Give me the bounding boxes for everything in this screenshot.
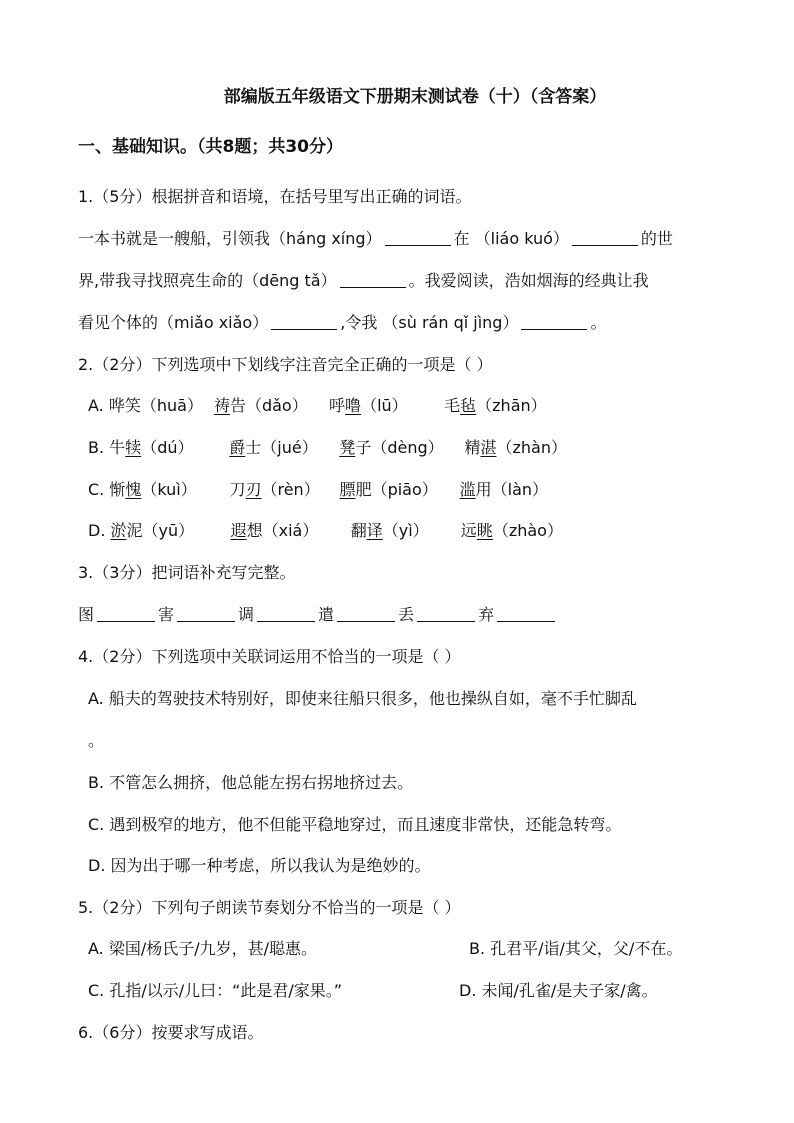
text-fragment: [109, 395, 209, 417]
underlined-char: 遐: [230, 521, 247, 540]
text-fragment: [111, 520, 226, 542]
text-fragment: C.: [88, 480, 105, 499]
question-4-option-b: B. 不管怎么拥挤，他总能左拐右拐地挤过去。: [88, 773, 414, 792]
question-2-option-b: [88, 437, 574, 459]
question-6-header: 6.（6分）按要求写成语。: [78, 1023, 264, 1042]
text-fragment: 用（làn）: [475, 480, 549, 499]
text-fragment: 调: [238, 605, 255, 624]
question-4-option-d: D. 因为出于哪一种考虑，所以我认为是绝妙的。: [88, 856, 431, 875]
text-fragment: 告（dǎo）: [229, 396, 308, 415]
text-fragment: [464, 437, 574, 459]
text-fragment: 。: [590, 313, 607, 332]
text-fragment: 图: [78, 605, 95, 624]
text-fragment: 笑（huā）: [124, 396, 203, 415]
text-fragment: （zhān）: [476, 396, 547, 415]
text-fragment: 在 （liáo kuó）: [453, 229, 569, 248]
text-fragment: A.: [88, 396, 104, 415]
question-3-blanks: [78, 604, 558, 626]
underlined-char: 噜: [345, 396, 362, 415]
text-fragment: 刀: [229, 480, 246, 499]
text-fragment: 肥（piāo）: [355, 480, 438, 499]
text-fragment: B.: [88, 438, 105, 457]
underlined-char: 滥: [459, 480, 476, 499]
question-3-header: 3.（3分）把词语补充写完整。: [78, 563, 296, 582]
text-fragment: （yì）: [382, 521, 429, 540]
text-fragment: D.: [88, 521, 106, 540]
text-fragment: （zhàn）: [496, 438, 567, 457]
underlined-char: 愧: [125, 480, 142, 499]
text-fragment: （zhào）: [492, 521, 563, 540]
question-5-header: 5.（2分）下列句子朗读节奏划分不恰当的一项是（ ）: [78, 898, 461, 917]
text-fragment: 哗: [108, 396, 125, 415]
text-fragment: 遣: [318, 605, 335, 624]
text-fragment: 牛: [109, 438, 126, 457]
underlined-char: 毡: [460, 396, 477, 415]
text-fragment: 。我爱阅读，浩如烟海的经典让我: [408, 271, 649, 290]
text-fragment: [444, 395, 554, 417]
text-fragment: 呼: [329, 396, 346, 415]
answer-blank[interactable]: [417, 605, 475, 622]
text-fragment: [229, 437, 334, 459]
text-fragment: 子（dèng）: [355, 438, 444, 457]
answer-blank[interactable]: [337, 605, 395, 622]
question-2-option-a: [88, 395, 554, 417]
underlined-char: 犊: [125, 438, 142, 457]
text-fragment: [460, 479, 570, 501]
page-title: 部编版五年级语文下册期末测试卷（十）（含答案）: [223, 87, 607, 107]
text-fragment: 界,带我寻找照亮生命的（dēng tǎ）: [78, 271, 337, 290]
question-5-option-c: C. 孔指/以示/儿曰：“此是君/家果。”: [88, 981, 343, 1000]
text-fragment: 精: [464, 438, 481, 457]
text-fragment: [340, 479, 455, 501]
answer-blank[interactable]: [257, 605, 315, 622]
answer-blank[interactable]: [340, 271, 406, 288]
question-1-line-1: [78, 228, 673, 250]
answer-blank[interactable]: [497, 605, 555, 622]
underlined-char: 祷: [213, 396, 230, 415]
text-fragment: [109, 437, 224, 459]
question-2-header: 2.（2分）下列选项中下划线字注音完全正确的一项是（ ）: [78, 355, 493, 374]
answer-blank[interactable]: [385, 229, 451, 246]
underlined-char: 刃: [245, 480, 262, 499]
text-fragment: [461, 520, 571, 542]
underlined-char: 凳: [339, 438, 356, 457]
text-fragment: 一本书就是一艘船，引领我（háng xíng）: [78, 229, 382, 248]
answer-blank[interactable]: [97, 605, 155, 622]
question-4-option-a: A. 船夫的驾驶技术特别好，即使来往船只很多，他也操纵自如，毫不手忙脚乱: [88, 689, 637, 708]
text-fragment: 翻: [350, 521, 367, 540]
question-2-option-c: [88, 479, 570, 501]
text-fragment: ,令我 （sù rán qǐ jìng）: [340, 313, 519, 332]
text-fragment: 的世: [640, 229, 673, 248]
text-fragment: [329, 395, 439, 417]
section-heading: 一、基础知识。（共8题；共30分）: [78, 137, 343, 157]
question-5-option-b: B. 孔君平/诣/其父，父/不在。: [469, 939, 683, 958]
text-fragment: 士（jué）: [245, 438, 318, 457]
text-fragment: [351, 520, 456, 542]
text-fragment: （kuì）: [141, 480, 197, 499]
text-fragment: 泥（yū）: [126, 521, 195, 540]
answer-blank[interactable]: [177, 605, 235, 622]
text-fragment: [229, 479, 334, 501]
text-fragment: 惭: [109, 480, 126, 499]
question-4-option-a-continued: 。: [88, 731, 105, 750]
text-fragment: [231, 520, 346, 542]
text-fragment: （lū）: [361, 396, 408, 415]
answer-blank[interactable]: [271, 313, 337, 330]
text-fragment: 弃: [478, 605, 495, 624]
question-1-header: 1.（5分）根据拼音和语境，在括号里写出正确的词语。: [78, 187, 472, 206]
underlined-char: 湛: [480, 438, 497, 457]
question-5-option-a: A. 梁国/杨氏子/九岁，甚/聪惠。: [88, 939, 318, 958]
text-fragment: 毛: [444, 396, 461, 415]
text-fragment: 想（xiá）: [246, 521, 319, 540]
text-fragment: 看见个体的（miǎo xiǎo）: [78, 313, 269, 332]
question-4-option-c: C. 遇到极窄的地方，他不但能平稳地穿过，而且速度非常快，还能急转弯。: [88, 815, 622, 834]
underlined-char: 爵: [229, 438, 246, 457]
text-fragment: [109, 479, 224, 501]
text-fragment: 丢: [398, 605, 415, 624]
text-fragment: （rèn）: [261, 480, 320, 499]
underlined-char: 淤: [110, 521, 127, 540]
text-fragment: 害: [158, 605, 175, 624]
question-5-option-d: D. 未闻/孔雀/是夫子家/禽。: [459, 981, 658, 1000]
text-fragment: [339, 437, 459, 459]
answer-blank[interactable]: [521, 313, 587, 330]
underlined-char: 眺: [476, 521, 493, 540]
text-fragment: （dú）: [141, 438, 194, 457]
answer-blank[interactable]: [572, 229, 638, 246]
question-4-header: 4.（2分）下列选项中关联词运用不恰当的一项是（ ）: [78, 647, 461, 666]
question-1-line-3: [78, 312, 606, 334]
underlined-char: 译: [366, 521, 383, 540]
question-2-option-d: [88, 520, 571, 542]
underlined-char: 膘: [339, 480, 356, 499]
text-fragment: 远: [460, 521, 477, 540]
question-1-line-2: [78, 270, 649, 292]
text-fragment: [214, 395, 324, 417]
